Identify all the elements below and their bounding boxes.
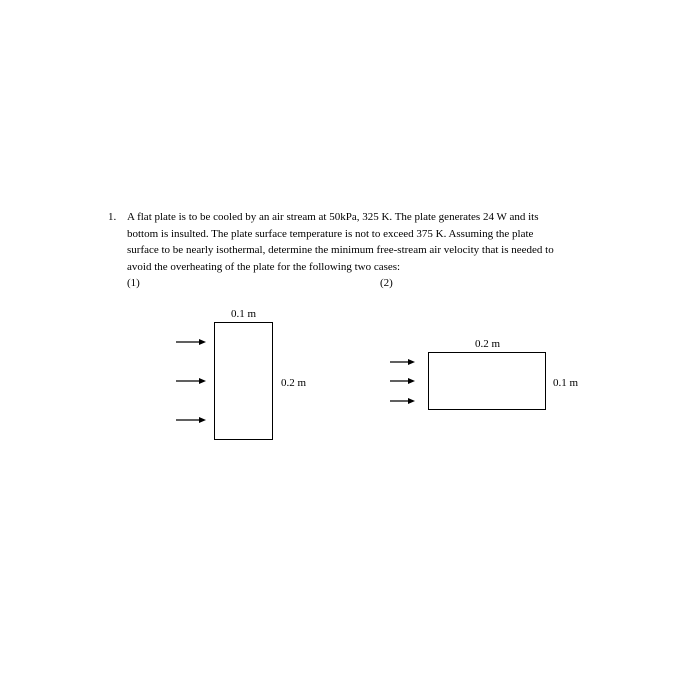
case-2-plate bbox=[429, 353, 546, 410]
case-2-airflow-arrow bbox=[390, 378, 415, 384]
case-1-label: (1) bbox=[127, 277, 140, 289]
case-1-airflow-arrow bbox=[176, 339, 206, 345]
case-2-airflow-arrow bbox=[390, 398, 415, 404]
problem-text-line: surface to be nearly isothermal, determine the minimum free-stream air velocity that is needed to bbox=[127, 244, 554, 256]
case-1-height-label: 0.2 m bbox=[281, 377, 307, 389]
problem-text-line: A flat plate is to be cooled by an air stream at 50kPa, 325 K. The plate generates 24 W and its bbox=[127, 211, 539, 223]
case-1-width-label: 0.1 m bbox=[231, 308, 257, 320]
case-1-diagram bbox=[176, 323, 273, 440]
case-1-airflow-arrow bbox=[176, 378, 206, 384]
case-2-label: (2) bbox=[380, 277, 393, 289]
case-1-airflow-arrow bbox=[176, 417, 206, 423]
case-2-width-label: 0.2 m bbox=[475, 338, 501, 350]
problem-number: 1. bbox=[108, 211, 117, 223]
case-1-plate bbox=[215, 323, 273, 440]
problem-text-line: avoid the overheating of the plate for the following two cases: bbox=[127, 260, 401, 273]
case-2-height-label: 0.1 m bbox=[553, 377, 579, 389]
case-2-diagram bbox=[390, 353, 546, 410]
problem-text-line: bottom is insulted. The plate surface temperature is not to exceed 375 K. Assuming the plate bbox=[127, 227, 534, 240]
case-2-airflow-arrow bbox=[390, 359, 415, 365]
